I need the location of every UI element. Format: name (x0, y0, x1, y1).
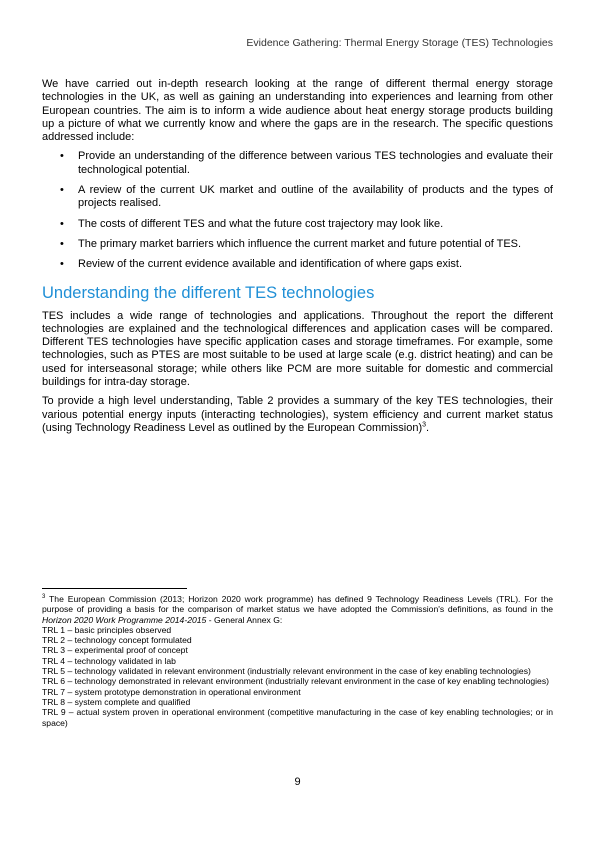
footnote-text: The European Commission (2013; Horizon 2020 work programme) has defined 9 Technology Readiness Levels (TRL). For the purpose of providing a basis for the comparison of market status we have adopted the Commission's definitions, as found in the (42, 594, 553, 615)
trl-item: TRL 3 – experimental proof of concept (42, 645, 188, 656)
intro-paragraph: We have carried out in-depth research looking at the range of different thermal energy storage technologies in the UK, as well as gaining an understanding into experiences and learning from other European countries. The aim is to inform a wide audience about heat energy storage products building up a picture of what we currently know and where the gaps are in the research. The specific questions addressed include: (42, 78, 553, 144)
trl-item: TRL 6 – technology demonstrated in relevant environment (industrially relevant environment in the case of key enabling technologies) (42, 676, 549, 687)
section-paragraph-with-ref (42, 395, 553, 435)
bullet-icon: • (60, 258, 64, 271)
list-item (42, 150, 553, 177)
section-heading: Understanding the different TES technologies (42, 283, 375, 302)
trl-item: TRL 2 – technology concept formulated (42, 635, 192, 646)
trl-item: TRL 7 – system prototype demonstration in operational environment (42, 686, 301, 697)
list-item-text: The costs of different TES and what the future cost trajectory may look like. (78, 217, 444, 230)
footnote-italic-title: Horizon 2020 Work Programme 2014-2015 (42, 614, 207, 625)
section-paragraph: TES includes a wide range of technologies and applications. Throughout the report the different technologies are explained and the technological differences and application cases will be compared. Different TES technologies have specific application cases and storage timeframes. For example, some technologies, such as PTES are most suitable to be used at large scale (e.g. district heating) and can be used for interseasonal storage; while others like PCM are more suitable for domestic and commercial buildings for intra-day storage. (42, 309, 553, 389)
page-number: 9 (294, 776, 301, 788)
trl-item: TRL 4 – technology validated in lab (42, 655, 176, 666)
trl-item: TRL 9 – actual system proven in operational environment (competitive manufacturing in the case of key enabling technologies; or in space) (42, 707, 553, 728)
bullet-icon: • (60, 184, 64, 197)
paragraph-text: To provide a high level understanding, Table 2 provides a summary of the key TES technologies, their various potential energy inputs (interacting technologies), system efficiency and current market status (using Technology Readiness Level as outlined by the European Commission) (42, 395, 553, 434)
footnote-section (42, 594, 553, 728)
list-item (42, 238, 553, 251)
list-item-text: Provide an understanding of the difference between various TES technologies and evaluate their technological potential. (78, 150, 553, 176)
trl-item: TRL 5 – technology validated in relevant environment (industrially relevant environment in the case of key enabling technologies) (42, 666, 531, 677)
questions-list (42, 150, 553, 271)
footnote-intro (42, 594, 553, 625)
main-content (42, 78, 553, 435)
footnote-text-end: - General Annex G: (206, 614, 283, 625)
trl-item: TRL 1 – basic principles observed (42, 624, 172, 635)
bullet-icon: • (60, 150, 64, 163)
footnote-divider (42, 588, 187, 589)
list-item-text: Review of the current evidence available and identification of where gaps exist. (78, 258, 463, 271)
trl-list (42, 625, 553, 728)
list-item (42, 184, 553, 211)
running-header: Evidence Gathering: Thermal Energy Storage (TES) Technologies (246, 37, 553, 49)
list-item (42, 258, 553, 271)
list-item-text: A review of the current UK market and outline of the availability of products and the types of projects realised. (78, 184, 553, 210)
trl-item: TRL 8 – system complete and qualified (42, 696, 191, 707)
paragraph-end: . (426, 421, 430, 434)
bullet-icon: • (60, 217, 64, 230)
list-item (42, 218, 553, 231)
footnote-reference[interactable]: 3 (422, 421, 427, 429)
list-item-text: The primary market barriers which influence the current market and future potential of TES. (78, 237, 522, 250)
footnote-number: 3 (42, 594, 46, 601)
bullet-icon: • (60, 237, 64, 250)
